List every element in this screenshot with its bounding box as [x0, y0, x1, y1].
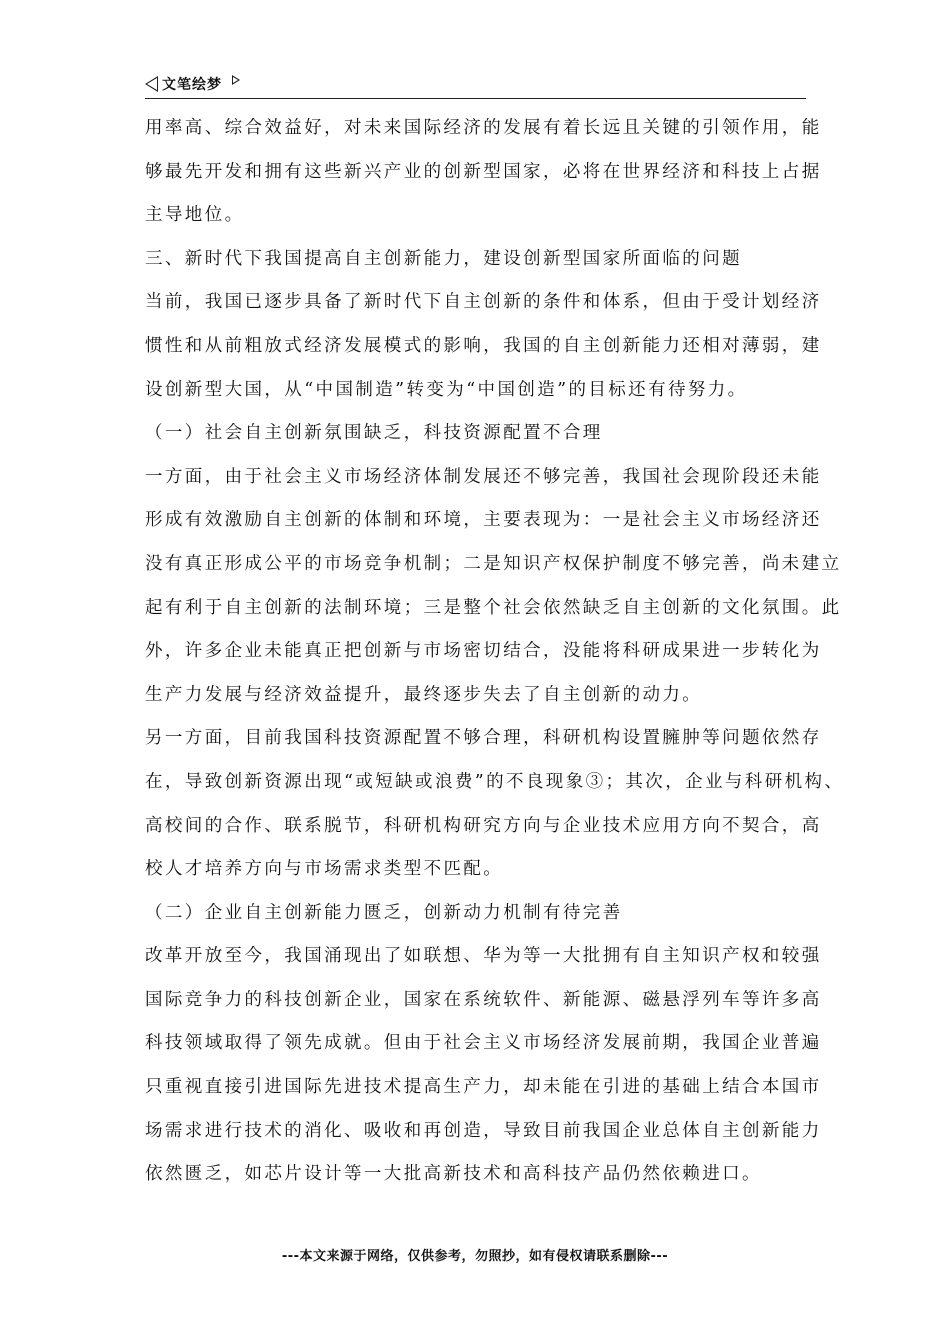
- text-line: 高校间的合作、联系脱节，科研机构研究方向与企业技术应用方向不契合，高: [145, 815, 822, 836]
- text-line: 当前，我国已逐步具备了新时代下自主创新的条件和体系，但由于受计划经济: [145, 292, 822, 313]
- text-line: 起有利于自主创新的法制环境；三是整个社会依然缺乏自主创新的文化氛围。此: [145, 597, 842, 618]
- text-line: 一方面，由于社会主义市场经济体制发展还不够完善，我国社会现阶段还未能: [145, 466, 822, 487]
- page-footer: ---本文来源于网络，仅供参考，勿照抄，如有侵权请联系删除---: [281, 1249, 669, 1264]
- text-line: 用率高、综合效益好，对未来国际经济的发展有着长远且关键的引领作用，能: [145, 118, 822, 138]
- text-line: 依然匮乏，如芯片设计等一大批高新技术和高科技产品仍然依赖进口。: [145, 1164, 762, 1185]
- text-line: 科技领域取得了领先成就。但由于社会主义市场经济发展前期，我国企业普遍: [145, 1033, 822, 1054]
- subsection-heading: （二）企业自主创新能力匮乏，创新动力机制有待完善: [145, 902, 623, 923]
- text-line: 国际竞争力的科技创新企业，国家在系统软件、新能源、磁悬浮列车等许多高: [145, 989, 822, 1010]
- triangle-left-icon: [145, 76, 158, 92]
- text-line: 场需求进行技术的消化、吸收和再创造，导致目前我国企业总体自主创新能力: [145, 1120, 822, 1141]
- text-line: 只重视直接引进国际先进技术提高生产力，却未能在引进的基础上结合本国市: [145, 1077, 822, 1098]
- text-line: 没有真正形成公平的市场竞争机制；二是知识产权保护制度不够完善，尚未建立: [145, 553, 842, 574]
- section-heading: 三、新时代下我国提高自主创新能力，建设创新型国家所面临的问题: [145, 248, 742, 269]
- text-line: 在，导致创新资源出现“或短缺或浪费”的不良现象③；其次，企业与科研机构、: [145, 771, 845, 792]
- text-line: 生产力发展与经济效益提升，最终逐步失去了自主创新的动力。: [145, 684, 703, 705]
- text-line: 设创新型大国，从“中国制造”转变为“中国创造”的目标还有待努力。: [145, 379, 748, 400]
- text-line: 主导地位。: [145, 205, 245, 226]
- text-line: 外，许多企业未能真正把创新与市场密切结合，没能将科研成果进一步转化为: [145, 641, 822, 662]
- brand-name: 文笔绘梦: [162, 77, 222, 93]
- text-line: 够最先开发和拥有这些新兴产业的创新型国家，必将在世界经济和科技上占据: [145, 161, 822, 182]
- document-body: [145, 107, 845, 1197]
- text-line: 改革开放至今，我国涌现出了如联想、华为等一大批拥有自主知识产权和较强: [145, 946, 822, 967]
- text-line: 另一方面，目前我国科技资源配置不够合理，科研机构设置臃肿等问题依然存: [145, 728, 822, 749]
- page-header: [145, 70, 806, 99]
- text-line: 形成有效激励自主创新的体制和环境，主要表现为：一是社会主义市场经济还: [145, 510, 822, 531]
- subsection-heading: （一）社会自主创新氛围缺乏，科技资源配置不合理: [145, 423, 603, 444]
- text-line: 惯性和从前粗放式经济发展模式的影响，我国的自主创新能力还相对薄弱，建: [145, 335, 822, 356]
- header-brand-group: [145, 74, 240, 94]
- text-line: 校人才培养方向与市场需求类型不匹配。: [145, 859, 504, 880]
- triangle-right-icon: [232, 75, 240, 85]
